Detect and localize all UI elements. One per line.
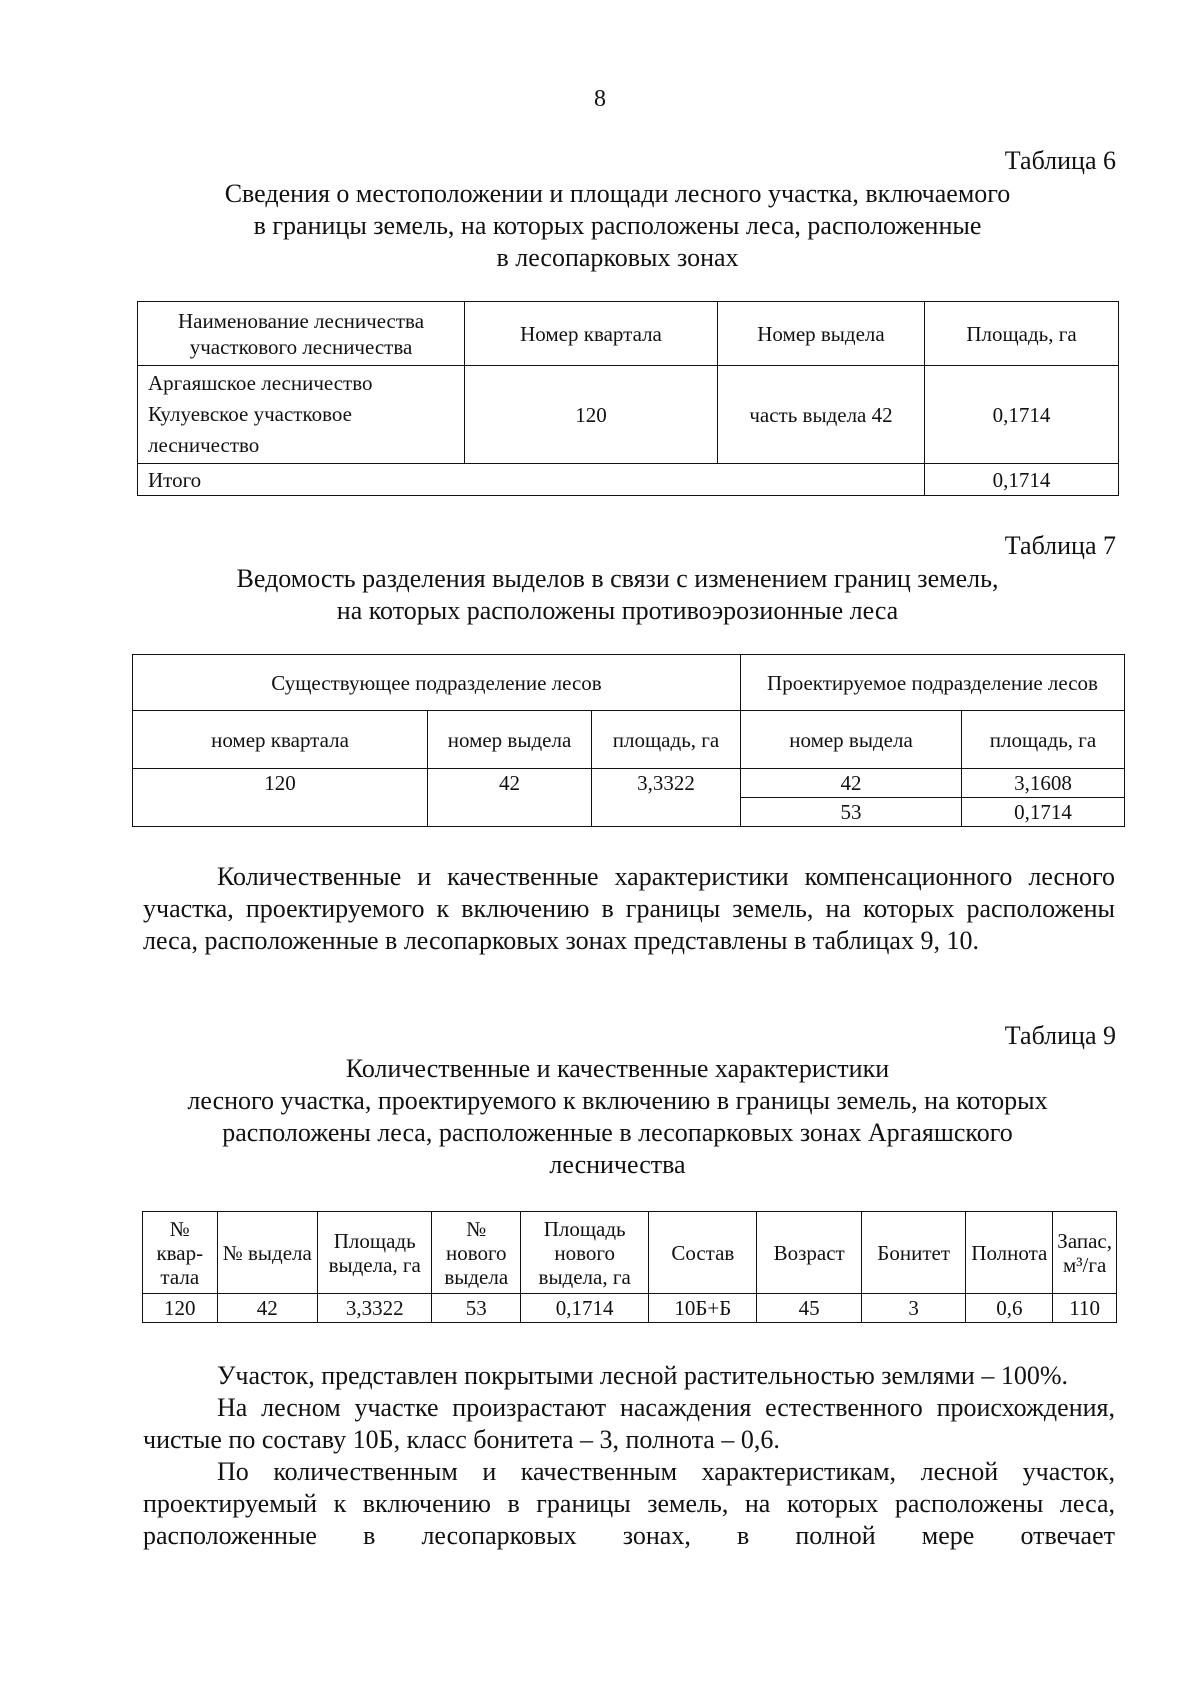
header-cell: Площадь нового выдела, га [521,1212,649,1294]
table-cell: 3 [861,1294,965,1323]
header-cell: Площадь, га [925,302,1119,366]
header-cell: Запас, м³/га [1053,1212,1117,1294]
header-cell: Наименование лесничества участкового лесничества [138,302,465,366]
table-7 [132,654,1125,827]
header-cell: Полнота [966,1212,1053,1294]
projected-plot-cell: 53 [741,798,962,827]
paragraph-compensation: Количественные и качественные характеристики компенсационного лесного участка, проектируемого к включению в границы земель, на которых расположены леса, расположенные в лесопарковых зонах представлены в таблицах 9, 10. [143,862,1115,955]
area-cell: 0,1714 [925,366,1119,464]
header-cell: № выдела [217,1212,317,1294]
title-line: лесного участка, проектируемого к включению в границы земель, на которых [187,1086,1048,1115]
group-projected-header: Проектируемое подразделение лесов [741,655,1125,711]
table-7-label: Таблица 7 [1004,531,1116,560]
table-cell: 0,6 [966,1294,1053,1323]
header-cell: Площадь выдела, га [317,1212,431,1294]
table-6-title [130,178,1105,274]
title-line: расположены леса, расположенные в лесопарковых зонах Аргаяшского [222,1118,1013,1147]
header-cell: Номер квартала [465,302,718,366]
table-cell: 10Б+Б [649,1294,757,1323]
table-row [143,1294,1117,1323]
paragraph-coverage: Участок, представлен покрытыми лесной растительностью землями – 100%. [217,1361,1068,1390]
header-cell: номер квартала [133,711,428,769]
projected-area-cell: 3,1608 [962,769,1125,798]
title-line: лесничества [549,1150,686,1179]
table-9 [142,1211,1117,1323]
header-cell: номер выдела [428,711,592,769]
forestry-name-cell [138,366,465,464]
header-cell: Номер выдела [718,302,925,366]
table-7-title [130,563,1105,627]
header-cell: № квар-тала [143,1212,218,1294]
paragraph-stands: На лесном участке произрастают насаждения естественного происхождения, чистые по составу 10Б, класс бонитета – 3, полнота – 0,6. [143,1393,1115,1454]
total-label: Итого [138,464,925,496]
table-9-title [130,1053,1105,1181]
quarter-cell: 120 [133,769,428,827]
title-line: Сведения о местоположении и площади лесного участка, включаемого [224,179,1011,208]
title-line: в границы земель, на которых расположены леса, расположенные [253,211,982,240]
table-cell: 42 [217,1294,317,1323]
header-cell: Возраст [757,1212,861,1294]
table-header-row [143,1212,1117,1294]
table-header-row [138,302,1119,366]
table-cell: 110 [1053,1294,1117,1323]
area-cell: 3,3322 [592,769,741,827]
body-text [143,1360,1115,1552]
page-number: 8 [594,86,606,112]
table-cell: 0,1714 [521,1294,649,1323]
group-existing-header: Существующее подразделение лесов [133,655,741,711]
header-cell: Бонитет [861,1212,965,1294]
header-cell: площадь, га [962,711,1125,769]
plot-cell: 42 [428,769,592,827]
table-cell: 3,3322 [317,1294,431,1323]
quarter-cell: 120 [465,366,718,464]
table-row [133,769,1125,798]
title-line: Количественные и качественные характеристики [345,1054,890,1083]
title-line: на которых расположены противоэрозионные леса [336,596,899,625]
table-6 [137,301,1119,496]
title-line: в лесопарковых зонах [496,243,739,272]
plot-cell: часть выдела 42 [718,366,925,464]
header-cell: Состав [649,1212,757,1294]
projected-area-cell: 0,1714 [962,798,1125,827]
cell-line: Кулуевское участковое [148,402,352,426]
table-group-header-row [133,655,1125,711]
header-cell: площадь, га [592,711,741,769]
header-cell: № нового выдела [432,1212,521,1294]
cell-line: лесничество [148,433,260,457]
cell-line: Аргаяшское лесничество [148,371,373,395]
table-cell: 53 [432,1294,521,1323]
table-header-row [133,711,1125,769]
header-cell: номер выдела [741,711,962,769]
table-cell: 45 [757,1294,861,1323]
paragraph-conclusion: По количественным и качественным характеристикам, лесной участок, проектируемый к включению в границы земель, на которых расположены леса, расположенные в лесопарковых зонах, в полной мере отвечает [143,1457,1115,1550]
total-row [138,464,1119,496]
total-value: 0,1714 [925,464,1119,496]
title-line: Ведомость разделения выделов в связи с изменением границ земель, [236,564,999,593]
table-6-label: Таблица 6 [1004,146,1116,175]
projected-plot-cell: 42 [741,769,962,798]
table-9-label: Таблица 9 [1004,1021,1116,1050]
table-cell: 120 [143,1294,218,1323]
table-row [138,366,1119,464]
